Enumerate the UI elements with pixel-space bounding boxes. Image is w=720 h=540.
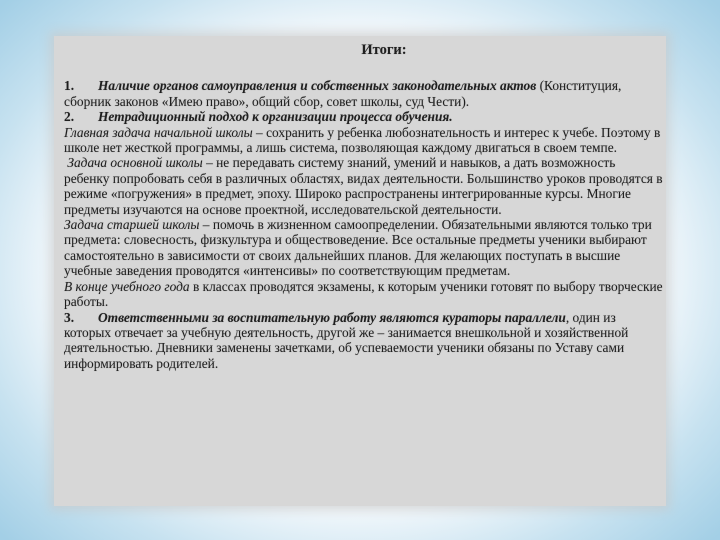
item-2-heading: Нетрадиционный подход к организации процесса обучения. bbox=[98, 109, 453, 125]
exams-lead: В конце учебного года bbox=[64, 278, 190, 294]
basic-school-paragraph bbox=[64, 155, 664, 217]
item-1-number: 1. bbox=[64, 78, 75, 94]
item-3-heading: Ответственными за воспитательную работу являются кураторы параллели bbox=[98, 309, 566, 325]
item-1-heading: Наличие органов самоуправления и собственных законодательных актов bbox=[98, 78, 537, 94]
primary-school-paragraph bbox=[64, 125, 664, 156]
primary-school-lead: Главная задача начальной школы bbox=[64, 124, 253, 140]
item-2 bbox=[64, 109, 664, 124]
basic-school-lead: Задача основной школы bbox=[67, 155, 203, 171]
item-3-text: , один из которых отвечает за учебную деятельность, другой же – занимается внешкольной и хозяйственной деятельностью. Дневники заменены зачетками, об успеваемости ученики обязаны по Уставу сами информировать родителей. bbox=[64, 309, 629, 371]
item-1 bbox=[64, 78, 664, 109]
slide-title: Итоги: bbox=[361, 42, 407, 58]
senior-school-paragraph bbox=[64, 217, 664, 279]
exams-paragraph bbox=[64, 279, 664, 310]
item-3-number: 3. bbox=[64, 309, 75, 325]
senior-school-lead: Задача старшей школы bbox=[64, 217, 200, 233]
slide-text bbox=[64, 43, 664, 371]
item-1-text: (Конституция, сборник законов «Имею право», общий сбор, совет школы, суд Чести). bbox=[64, 78, 622, 109]
item-2-number: 2. bbox=[64, 109, 75, 125]
item-3 bbox=[64, 310, 664, 372]
senior-school-text: – помочь в жизненном самоопределении. Обязательными являются только три предмета: словесность, физкультура и обществоведение. Все остальные предметы ученики выбирают самостоятельно в зависимости от своих дальнейших планов. Для желающих поступать в высшие учебные заведения проводятся «интенсивы» по соответствующим предметам. bbox=[64, 217, 652, 279]
basic-school-text: – не передавать систему знаний, умений и навыков, а дать возможность ребенку попробовать себя в различных областях, видах деятельности. Большинство уроков проводятся в режиме «погружения» в предмет, эпоху. Широко распространены интегрированные курсы. Многие предметы изучаются на основе проектной, исследовательской деятельности. bbox=[64, 155, 663, 217]
primary-school-text: – сохранить у ребенка любознательность и интерес к учебе. Поэтому в школе нет жесткой программы, а лишь система, позволяющая каждому двигаться в своем темпе. bbox=[64, 124, 661, 156]
exams-text: в классах проводятся экзамены, к которым ученики готовят по выбору творческие работы. bbox=[64, 278, 663, 310]
